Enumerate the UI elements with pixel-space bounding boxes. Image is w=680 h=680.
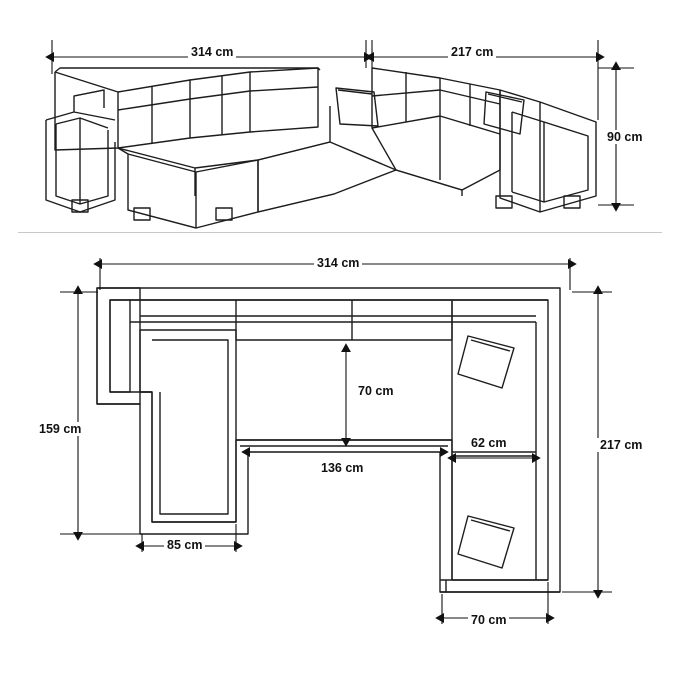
dim-label-top-overall-depth: 217 cm bbox=[597, 438, 645, 452]
dim-label-top-inner-depth: 70 cm bbox=[355, 384, 396, 398]
dim-label-top-left-depth: 159 cm bbox=[36, 422, 84, 436]
dim-label-top-seat-depth: 62 cm bbox=[468, 436, 509, 450]
top-view-dimension-lines bbox=[60, 258, 612, 624]
dim-label-top-overall-width: 314 cm bbox=[314, 256, 362, 270]
dim-label-top-arm-width: 70 cm bbox=[468, 613, 509, 627]
dim-label-top-chaise-width: 85 cm bbox=[164, 538, 205, 552]
view-divider bbox=[18, 232, 662, 233]
dim-label-perspective-top-right-width: 217 cm bbox=[448, 45, 496, 59]
dim-label-perspective-top-left-width: 314 cm bbox=[188, 45, 236, 59]
perspective-view bbox=[46, 68, 596, 228]
dim-label-perspective-height: 90 cm bbox=[604, 130, 645, 144]
dim-label-top-inner-width: 136 cm bbox=[318, 461, 366, 475]
